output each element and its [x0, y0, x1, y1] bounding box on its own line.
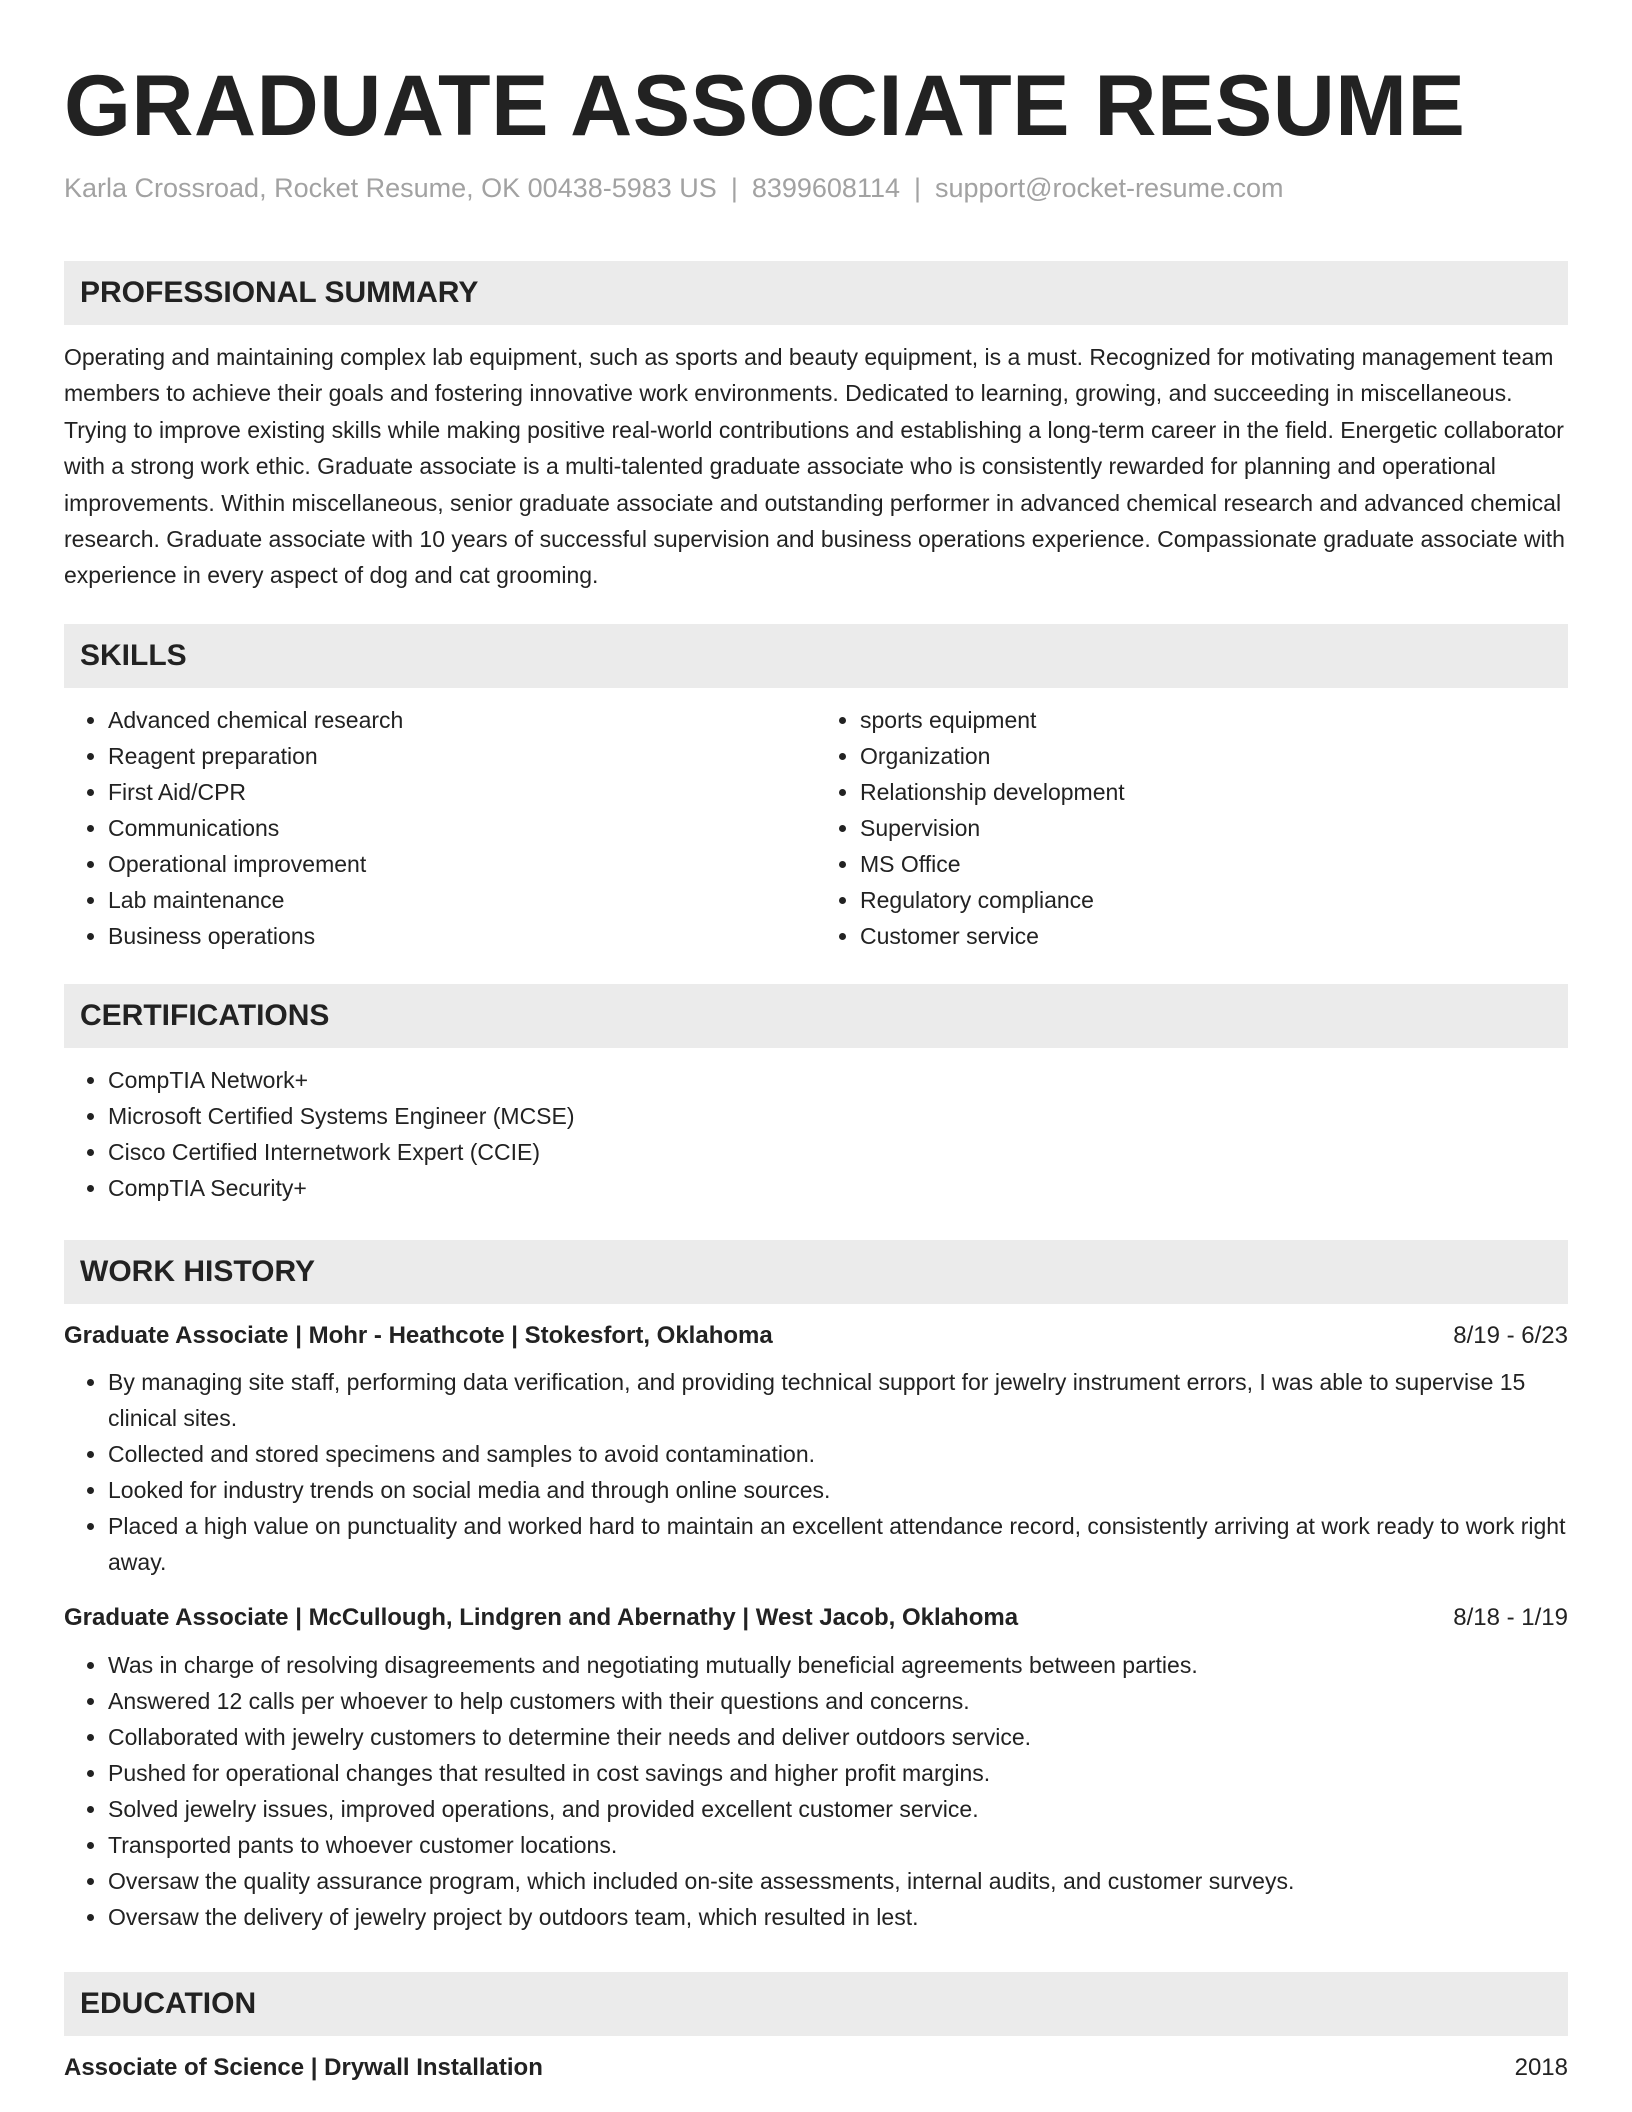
job-bullets — [64, 1364, 1568, 1580]
list-item: • Pushed for operational changes that resulted in cost savings and higher profit margins. — [108, 1755, 1568, 1791]
contact-phone: 8399608114 — [751, 173, 900, 203]
contact-address: Karla Crossroad, Rocket Resume, OK 00438-5983 US — [64, 173, 717, 203]
list-item: • Operational improvement — [108, 846, 816, 882]
list-item: • MS Office — [860, 846, 1568, 882]
list-item: • Cisco Certified Internetwork Expert (CCIE) — [108, 1134, 1568, 1170]
list-item: • sports equipment — [860, 702, 1568, 738]
list-item: • Transported pants to whoever customer locations. — [108, 1827, 1568, 1863]
contact-separator: | — [730, 173, 738, 203]
job-bullets — [64, 1647, 1568, 1935]
list-item: • Was in charge of resolving disagreements and negotiating mutually beneficial agreements between parties. — [108, 1647, 1568, 1683]
skills-list — [64, 702, 1568, 954]
list-item: • Solved jewelry issues, improved operations, and provided excellent customer service. — [108, 1791, 1568, 1827]
list-item: • By managing site staff, performing data verification, and providing technical support for jewelry instrument errors, I was able to supervise 15 clinical sites. — [108, 1364, 1568, 1436]
degree-title: Associate of Science | Drywall Installation — [64, 2053, 543, 2081]
resume-page — [64, 0, 1568, 2084]
skills-column-left — [64, 702, 816, 954]
list-item: • CompTIA Network+ — [108, 1062, 1568, 1098]
list-item: • Answered 12 calls per whoever to help customers with their questions and concerns. — [108, 1683, 1568, 1719]
summary-paragraph: Operating and maintaining complex lab equipment, such as sports and beauty equipment, is a must. Recognized for motivating management team members to achieve their goals and fostering innovative work environments. Dedicated to learning, growing, and succeeding in miscellaneous. Trying to improve existing skills while making positive real-world contributions and establishing a long-term career in the field. Energetic collaborator with a strong work ethic. Graduate associate is a multi-talented graduate associate who is consistently rewarded for planning and operational improvements. Within miscellaneous, senior graduate associate and outstanding performer in advanced chemical research and advanced chemical research. Graduate associate with 10 years of successful supervision and business operations experience. Compassionate graduate associate with experience in every aspect of dog and cat grooming. — [64, 344, 1565, 589]
section-heading-work-history: WORK HISTORY — [64, 1240, 1568, 1304]
resume-title: GRADUATE ASSOCIATE RESUME — [64, 58, 1466, 154]
list-item: • Advanced chemical research — [108, 702, 816, 738]
list-item: • Supervision — [860, 810, 1568, 846]
list-item: • Regulatory compliance — [860, 882, 1568, 918]
list-item: • Lab maintenance — [108, 882, 816, 918]
list-item: • Relationship development — [860, 774, 1568, 810]
job-title: Graduate Associate | Mohr - Heathcote | Stokesfort, Oklahoma — [64, 1321, 773, 1349]
list-item: • Collected and stored specimens and samples to avoid contamination. — [108, 1436, 1568, 1472]
section-heading-skills: SKILLS — [64, 624, 1568, 688]
list-item: • Business operations — [108, 918, 816, 954]
list-item: • Customer service — [860, 918, 1568, 954]
skills-column-right — [816, 702, 1568, 954]
contact-line — [64, 172, 1568, 204]
list-item: • Looked for industry trends on social media and through online sources. — [108, 1472, 1568, 1508]
contact-separator: | — [914, 173, 922, 203]
section-heading-summary: PROFESSIONAL SUMMARY — [64, 261, 1568, 325]
list-item: • Collaborated with jewelry customers to determine their needs and deliver outdoors service. — [108, 1719, 1568, 1755]
job-header — [64, 1320, 1568, 1352]
education-entry — [64, 2052, 1568, 2084]
job-dates: 8/18 - 1/19 — [1453, 1603, 1568, 1631]
list-item: • CompTIA Security+ — [108, 1170, 1568, 1206]
job-title: Graduate Associate | McCullough, Lindgren and Abernathy | West Jacob, Oklahoma — [64, 1603, 1019, 1631]
list-item: • Placed a high value on punctuality and worked hard to maintain an excellent attendance record, consistently arriving at work ready to work right away. — [108, 1508, 1568, 1580]
list-item: • Oversaw the quality assurance program, which included on-site assessments, internal audits, and customer surveys. — [108, 1863, 1568, 1899]
section-heading-education: EDUCATION — [64, 1972, 1568, 2036]
section-heading-certifications: CERTIFICATIONS — [64, 984, 1568, 1048]
contact-email[interactable]: support@rocket-resume.com — [935, 173, 1284, 203]
list-item: • First Aid/CPR — [108, 774, 816, 810]
job-dates: 8/19 - 6/23 — [1453, 1321, 1568, 1349]
graduation-year: 2018 — [1514, 2053, 1568, 2081]
job-header — [64, 1602, 1568, 1634]
list-item: • Organization — [860, 738, 1568, 774]
list-item: • Reagent preparation — [108, 738, 816, 774]
certifications-list — [64, 1062, 1568, 1206]
list-item: • Communications — [108, 810, 816, 846]
list-item: • Oversaw the delivery of jewelry project by outdoors team, which resulted in lest. — [108, 1899, 1568, 1935]
list-item: • Microsoft Certified Systems Engineer (MCSE) — [108, 1098, 1568, 1134]
